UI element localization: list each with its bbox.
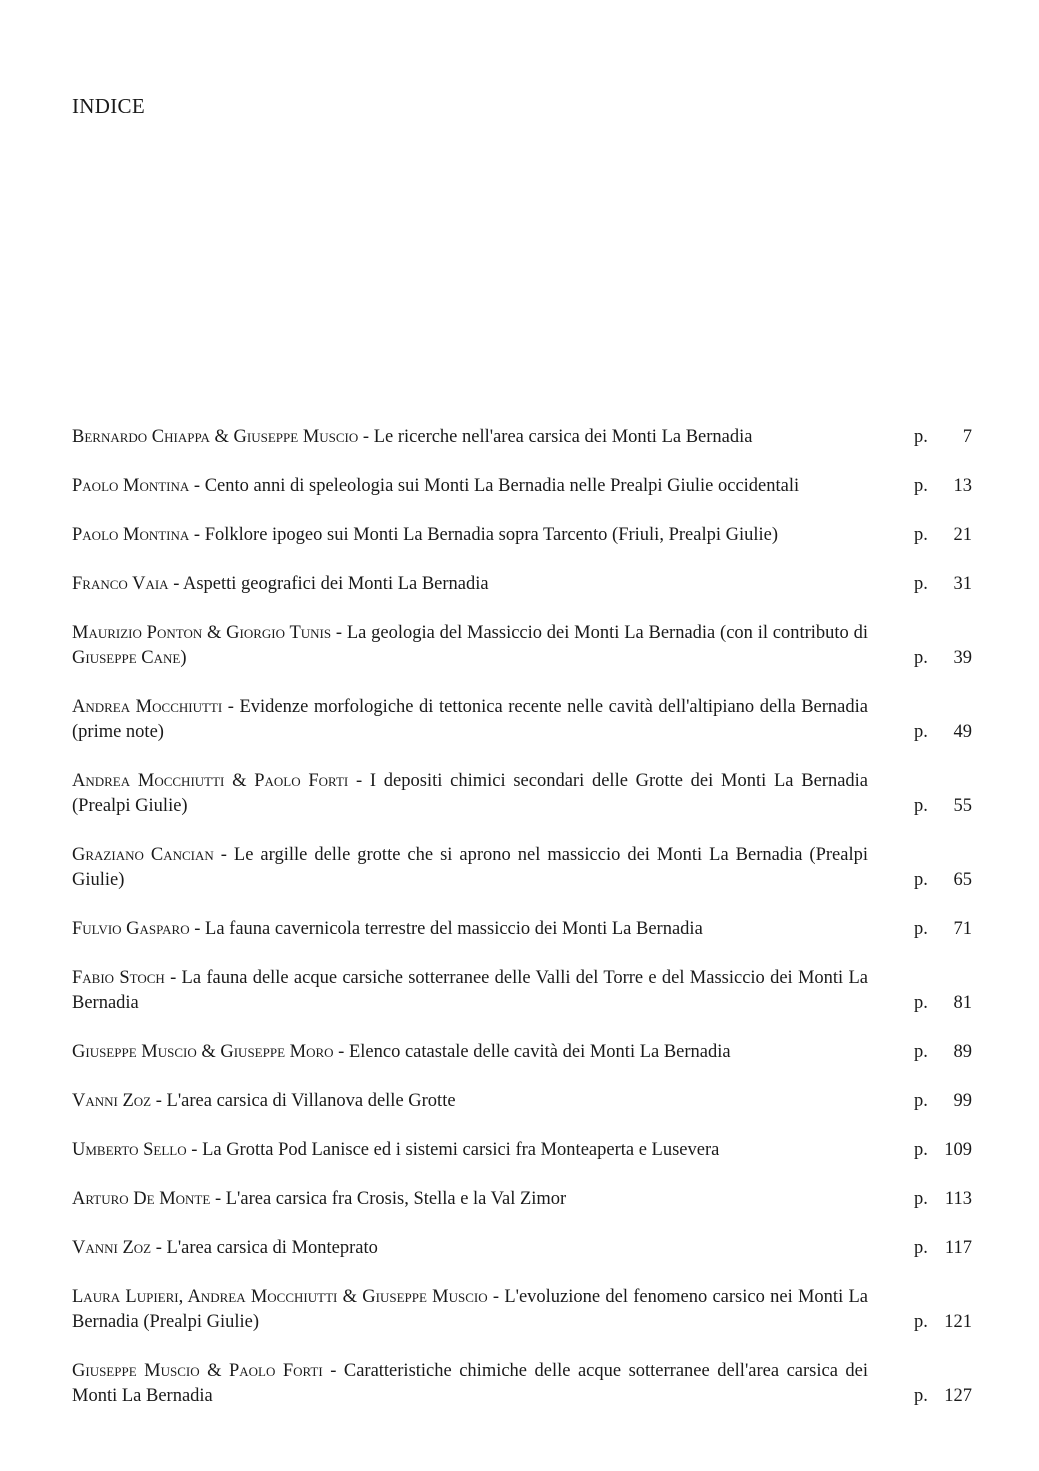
entry-page: 117 [944, 1238, 972, 1258]
page-prefix: p. [914, 1091, 928, 1111]
entry-authors: Vanni Zoz [72, 1091, 152, 1111]
entry-text: Graziano Cancian - Le argille delle grotte che si aprono nel massiccio dei Monti La Bernadia (Prealpi Giulie) [72, 845, 868, 890]
page-prefix: p. [914, 1042, 928, 1062]
entry-title: Folklore ipogeo sui Monti La Bernadia sopra Tarcento (Friuli, Prealpi Giulie) [204, 525, 779, 545]
page-prefix: p. [914, 993, 928, 1013]
entry-page-ref [868, 474, 974, 499]
page-prefix: p. [914, 1312, 928, 1332]
entry-page: 81 [953, 993, 972, 1013]
entry-authors: Paolo Montina [72, 476, 190, 496]
toc-entry [72, 843, 974, 893]
entry-title: L'evoluzione del fenomeno carsico nei Monti La Bernadia (Prealpi Giulie) [72, 1287, 868, 1332]
entry-authors: Fabio Stoch [72, 968, 165, 988]
entry-authors: Fulvio Gasparo [72, 919, 190, 939]
entry-title: I depositi chimici secondari delle Grotte dei Monti La Bernadia (Prealpi Giulie) [72, 771, 869, 816]
entry-title: Le argille delle grotte che si aprono nel massiccio dei Monti La Bernadia (Prealpi Giulie) [72, 845, 868, 890]
entry-authors: Andrea Mocchiutti [72, 697, 223, 717]
entry-text: Maurizio Ponton & Giorgio Tunis - La geologia del Massiccio dei Monti La Bernadia (con il contributo di Giuseppe Cane) [72, 623, 868, 668]
page-title: INDICE [72, 94, 145, 118]
entry-page-ref [868, 425, 974, 450]
entry-authors: Vanni Zoz [72, 1238, 152, 1258]
entry-page-ref [868, 991, 974, 1016]
toc-entry [72, 1236, 974, 1261]
entry-page-ref [868, 572, 974, 597]
entry-title-authors: Giuseppe Cane [72, 648, 181, 668]
entry-authors: Giuseppe Muscio & Paolo Forti [72, 1361, 323, 1381]
entry-authors: Graziano Cancian [72, 845, 214, 865]
entry-page-ref [868, 1384, 974, 1409]
entry-text: Fulvio Gasparo - La fauna cavernicola terrestre del massiccio dei Monti La Bernadia [72, 919, 703, 939]
page-prefix: p. [914, 476, 928, 496]
entry-authors: Paolo Montina [72, 525, 190, 545]
entry-page-ref [868, 868, 974, 893]
entry-page: 55 [953, 796, 972, 816]
page-prefix: p. [914, 525, 928, 545]
entry-page: 7 [962, 427, 972, 447]
entry-page-ref [868, 1089, 974, 1114]
entry-text: Laura Lupieri, Andrea Mocchiutti & Giuseppe Muscio - L'evoluzione del fenomeno carsico nei Monti La Bernadia (Prealpi Giulie) [72, 1287, 868, 1332]
page-prefix: p. [914, 427, 928, 447]
entry-title: Evidenze morfologiche di tettonica recente nelle cavità dell'altipiano della Bernadia (prime note) [72, 697, 868, 742]
entry-page: 13 [953, 476, 972, 496]
toc-entry [72, 621, 974, 671]
entry-authors: Giuseppe Muscio & Giuseppe Moro [72, 1042, 334, 1062]
entry-page-ref [868, 1236, 974, 1261]
entry-title: La geologia del Massiccio dei Monti La Bernadia (con il contributo di [346, 623, 868, 643]
page-prefix: p. [914, 574, 928, 594]
entry-text: Vanni Zoz - L'area carsica di Villanova delle Grotte [72, 1091, 456, 1111]
entry-page-ref [868, 1187, 974, 1212]
entry-page: 127 [944, 1386, 972, 1406]
entry-page: 109 [944, 1140, 972, 1160]
entry-text: Vanni Zoz - L'area carsica di Monteprato [72, 1238, 378, 1258]
entry-title: Le ricerche nell'area carsica dei Monti La Bernadia [373, 427, 753, 447]
entry-authors: Franco Vaia [72, 574, 169, 594]
toc-entry [72, 966, 974, 1016]
entry-title: La Grotta Pod Lanisce ed i sistemi carsici fra Monteaperta e Lusevera [202, 1140, 720, 1160]
entry-page: 49 [953, 722, 972, 742]
entry-page-ref [868, 1040, 974, 1065]
toc-entry [72, 695, 974, 745]
entry-authors: Laura Lupieri, Andrea Mocchiutti & Giuseppe Muscio [72, 1287, 488, 1307]
entry-text: Arturo De Monte - L'area carsica fra Crosis, Stella e la Val Zimor [72, 1189, 567, 1209]
entry-title: L'area carsica di Villanova delle Grotte [166, 1091, 456, 1111]
entry-page-ref [868, 523, 974, 548]
entry-title: La fauna cavernicola terrestre del massiccio dei Monti La Bernadia [205, 919, 703, 939]
entry-text: Giuseppe Muscio & Giuseppe Moro - Elenco catastale delle cavità dei Monti La Bernadia [72, 1042, 731, 1062]
entry-page: 71 [953, 919, 972, 939]
entry-text: Paolo Montina - Cento anni di speleologia sui Monti La Bernadia nelle Prealpi Giulie occidentali [72, 476, 800, 496]
toc-entry [72, 425, 974, 450]
entry-authors: Arturo De Monte [72, 1189, 211, 1209]
toc-entry [72, 1359, 974, 1409]
entry-text: Fabio Stoch - La fauna delle acque carsiche sotterranee delle Valli del Torre e del Massiccio dei Monti La Bernadia [72, 968, 868, 1013]
page-prefix: p. [914, 1238, 928, 1258]
page-prefix: p. [914, 870, 928, 890]
page-prefix: p. [914, 722, 928, 742]
entry-title: Caratteristiche chimiche delle acque sotterranee dell'area carsica dei Monti La Bernadia [72, 1361, 869, 1406]
page-prefix: p. [914, 1140, 928, 1160]
toc-entry [72, 1187, 974, 1212]
toc-entry [72, 474, 974, 499]
entry-text: Andrea Mocchiutti & Paolo Forti - I depositi chimici secondari delle Grotte dei Monti La Bernadia (Prealpi Giulie) [72, 771, 869, 816]
toc-entry [72, 1089, 974, 1114]
toc-entry [72, 1138, 974, 1163]
entry-authors: Bernardo Chiappa & Giuseppe Muscio [72, 427, 359, 447]
entry-page-ref [868, 917, 974, 942]
entry-text: Paolo Montina - Folklore ipogeo sui Monti La Bernadia sopra Tarcento (Friuli, Prealpi Giulie) [72, 525, 779, 545]
entry-text: Andrea Mocchiutti - Evidenze morfologiche di tettonica recente nelle cavità dell'altipiano della Bernadia (prime note) [72, 697, 868, 742]
entry-page: 121 [944, 1312, 972, 1332]
entry-title: Elenco catastale delle cavità dei Monti La Bernadia [348, 1042, 731, 1062]
entry-page-ref [868, 1138, 974, 1163]
toc-entry [72, 523, 974, 548]
entry-title-end: ) [180, 648, 187, 668]
entry-text: Umberto Sello - La Grotta Pod Lanisce ed i sistemi carsici fra Monteaperta e Lusevera [72, 1140, 720, 1160]
toc-entry [72, 917, 974, 942]
entry-page: 21 [953, 525, 972, 545]
entry-page: 89 [953, 1042, 972, 1062]
toc-entry [72, 1040, 974, 1065]
page-prefix: p. [914, 648, 928, 668]
entry-title: Cento anni di speleologia sui Monti La Bernadia nelle Prealpi Giulie occidentali [204, 476, 800, 496]
toc-entry [72, 572, 974, 597]
entry-text: Franco Vaia - Aspetti geografici dei Monti La Bernadia [72, 574, 489, 594]
page-prefix: p. [914, 796, 928, 816]
entry-text: Bernardo Chiappa & Giuseppe Muscio - Le ricerche nell'area carsica dei Monti La Bernadia [72, 427, 753, 447]
page-prefix: p. [914, 919, 928, 939]
entry-page: 113 [944, 1189, 972, 1209]
page-prefix: p. [914, 1386, 928, 1406]
entry-page-ref [868, 1310, 974, 1335]
entry-page: 39 [953, 648, 972, 668]
toc-entry [72, 769, 974, 819]
entry-title: L'area carsica di Monteprato [166, 1238, 378, 1258]
entry-title: Aspetti geografici dei Monti La Bernadia [182, 574, 489, 594]
entry-authors: Maurizio Ponton & Giorgio Tunis [72, 623, 332, 643]
entry-page-ref [868, 720, 974, 745]
entry-authors: Umberto Sello [72, 1140, 187, 1160]
entry-page-ref [868, 794, 974, 819]
entry-title: La fauna delle acque carsiche sotterranee delle Valli del Torre e del Massiccio dei Monti La Bernadia [72, 968, 868, 1013]
entry-authors: Andrea Mocchiutti & Paolo Forti [72, 771, 349, 791]
entry-title: L'area carsica fra Crosis, Stella e la Val Zimor [225, 1189, 567, 1209]
table-of-contents [72, 425, 974, 1433]
entry-page: 65 [953, 870, 972, 890]
toc-entry [72, 1285, 974, 1335]
entry-text: Giuseppe Muscio & Paolo Forti - Caratteristiche chimiche delle acque sotterranee dell'area carsica dei Monti La Bernadia [72, 1361, 869, 1406]
page-prefix: p. [914, 1189, 928, 1209]
entry-page: 31 [953, 574, 972, 594]
entry-page-ref [868, 646, 974, 671]
entry-page: 99 [953, 1091, 972, 1111]
